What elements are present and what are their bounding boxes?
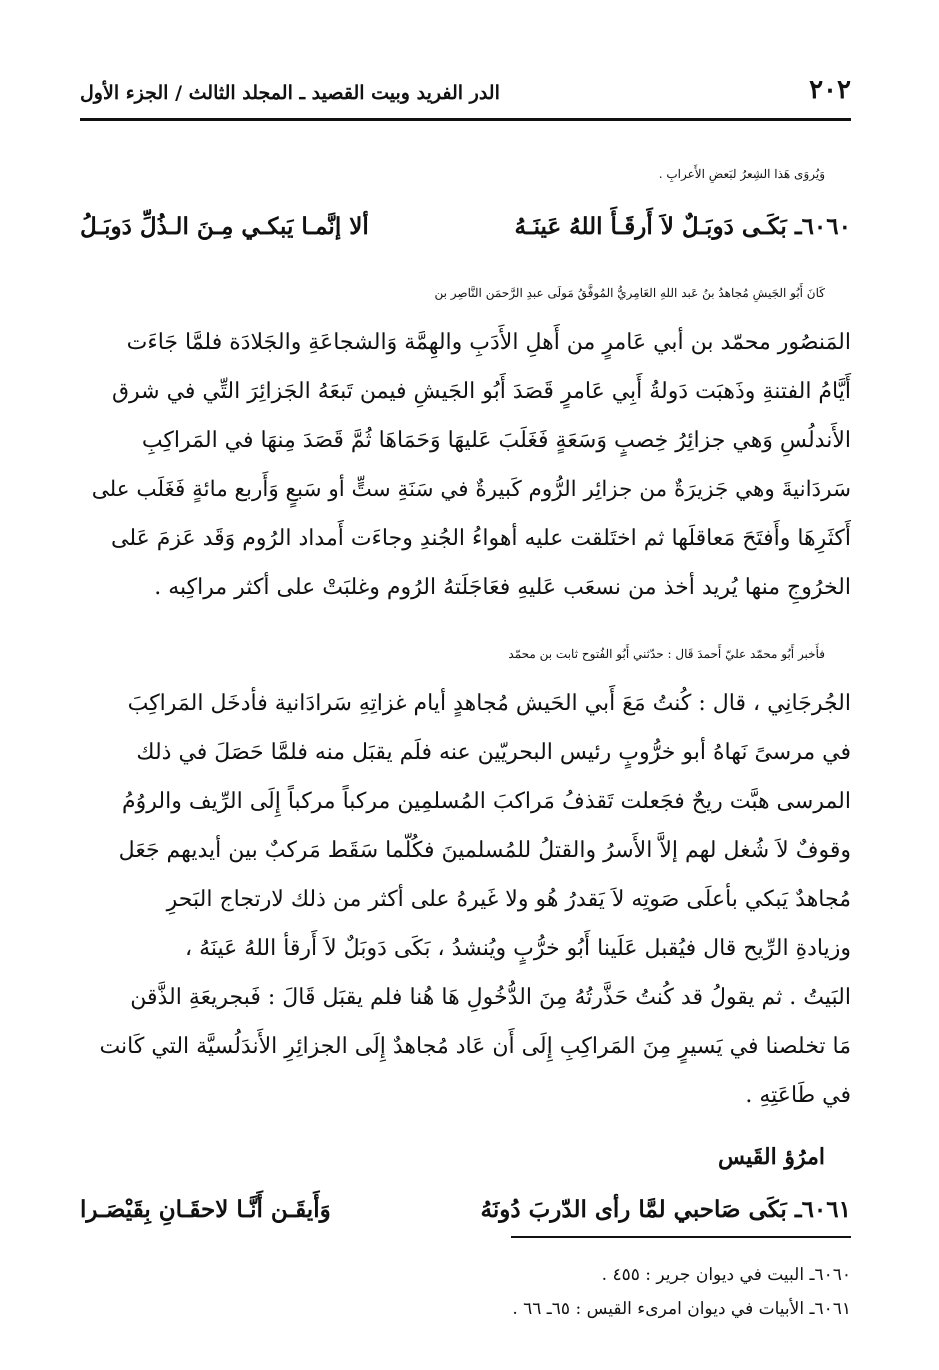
footnote-6061: ٦٠٦١ـ الأبيات في ديوان امرىء القيس : ٦٥ـ ٦٦ .	[512, 1299, 851, 1319]
paragraph-line: مَا تخلصنا في يَسيرٍ مِنَ المَراكِبِ إِلَى أَن عَاد مُجاهدٌ إِلَى الجزائِرِ الأَندَلُسيَّة التي كَانت	[99, 1034, 851, 1059]
paragraph-line: البَيتُ . ثم يقولُ قد كُنتُ حَذَّرتُهُ مِنَ الدُّخُولِ هَا هُنا فلم يقبَل قَالَ : فَبجريعَةِ الذَّقن	[130, 985, 851, 1010]
verse-6061	[80, 1182, 851, 1238]
running-head	[80, 64, 851, 108]
book-title: الدر الفريد وبيت القصيد ـ المجلد الثالث / الجزء الأول	[80, 82, 500, 104]
paragraph-line: الأَندلُسِ وَهي جزائِرُ خِصبٍ وَسَعَةٍ فَغَلَبَ عَليهَا وَحَمَاهَا ثُمَّ قَصَدَ مِنهَا في المَراكِبِ	[141, 428, 851, 453]
verse-6060	[80, 199, 851, 255]
verse-6060-first-hemistich: ٦٠٦٠ـ بَكَـى دَوبَـلٌ لاَ أَرقَـأَ اللهُ عَينَـهُ	[514, 213, 851, 240]
paragraph-line: أَيَّامُ الفتنةِ وذَهبَت دَولةُ أَبِي عَامرٍ قَصَدَ أَبُو الجَيشِ فيمن تَبعَهُ الجَزائِرَ التِّي في شرق	[111, 379, 851, 404]
paragraph-line: سَردَانيةَ وهي جَزيرَةٌ من جزائِر الرُّوم كَبيرةٌ في سَنَةِ ستٍّ أو سَبعٍ وَأَربع مائةٍ فَغَلَب على	[91, 477, 851, 502]
verse-6061-first-hemistich: ٦٠٦١ـ بَكَى صَاحبي لمَّا رأى الدّربَ دُونَهُ	[480, 1196, 851, 1223]
paragraph-abu-al-jaysh	[80, 269, 851, 612]
paragraph-narration	[80, 630, 851, 1120]
paragraph-line: المَنصُور محمّد بن أبي عَامرٍ من أَهلِ الأَدَبِ والهِمَّة وَالشجاعَةِ والجَلادَة فلمَّا جَاءَت	[126, 330, 851, 355]
page-body	[80, 150, 851, 1238]
paragraph-line: فأَخبر أَبُو محمّد عليّ أَحمدَ قَال : حدّثني أَبُو الفُتوح ثابت بن محمّد	[508, 647, 825, 661]
paragraph-line: وزيادةِ الرِّيح قال فيُقبل عَلَينا أَبُو خرُّبٍ ويُنشدُ ، بَكَى دَوبَلٌ لاَ أَرقأ اللهُ عَينَهُ ،	[185, 936, 851, 961]
intro-line: وَيُروَى هَذا الشِعرُ لبَعضِ الأَعرابِ .	[658, 167, 825, 181]
footnote-6060: ٦٠٦٠ـ البيت في ديوان جرير : ٤٥٥ .	[601, 1265, 851, 1285]
paragraph-line: مُجاهدٌ يَبكي بأعلَى صَوتِه لاَ يَقدرُ هُو ولا غَيرهُ على أكثر من ذلك لارتجاج البَحرِ	[166, 887, 851, 912]
paragraph-line: أَكثَرِهَا وأَفتَحَ مَعاقلَها ثم اختَلقت عليه أهواءُ الجُندِ وجاءَت أَمداد الرُوم وَقَد عَزمَ عَلى	[111, 526, 851, 551]
paragraph-line: في مرسىً نَهاهُ أبو خرُّوبٍ رئيس البحريّين عنه فلَم يقبَل منه فلمَّا حَصَلَ في ذلك	[136, 740, 851, 765]
header-divider	[80, 118, 851, 121]
verse-6061-second-hemistich: وَأَيقَـن أَنَّـا لاحقَـانِ بِقَيْصَـرا	[80, 1196, 331, 1223]
paragraph-line: وقوفٌ لاَ شُغل لهم إلاَّ الأَسرُ والقتلُ للمُسلمينَ فكُلّما سَقَط مَركبٌ بين أيديهم جَعَل	[118, 838, 851, 863]
paragraph-line: كَانَ أَبُو الجَيشِ مُجاهدُ بنُ عَبد اللهِ العَامِريُّ المُوفَّقُ مَولَى عبدِ الرَّحمَن النَّاصِر بن	[434, 286, 825, 300]
poet-name: امرُؤ القَيس	[718, 1144, 825, 1170]
page-number: ٢٠٢	[809, 75, 851, 105]
paragraph-line: الخرُوجِ منها يُريد أخذ من نسعَب عَليهِ فعَاجَلَتهُ الرُوم وغلبَتْ على أكثر مراكِبه .	[154, 575, 851, 600]
paragraph-line: المرسى هبَّت ريحٌ فجَعلت تَقذفُ مَراكبَ المُسلمِين مركباً مركباً إِلَى الرِّيف والروُمُ	[122, 789, 851, 814]
paragraph-line: الجُرجَانِي ، قال : كُنتُ مَعَ أَبي الحَيش مُجاهدٍ أيام غزاتِهِ سَرادَانية فأدخَل المَراكِبَ	[127, 691, 851, 716]
verse-6060-second-hemistich: ألا إنَّمـا يَبكـي مِـنَ الـذُلِّ دَوبَـلُ	[80, 213, 369, 240]
footnotes	[80, 1258, 851, 1326]
paragraph-line: في طَاعَتِهِ .	[745, 1083, 851, 1108]
footnote-divider	[511, 1236, 851, 1238]
